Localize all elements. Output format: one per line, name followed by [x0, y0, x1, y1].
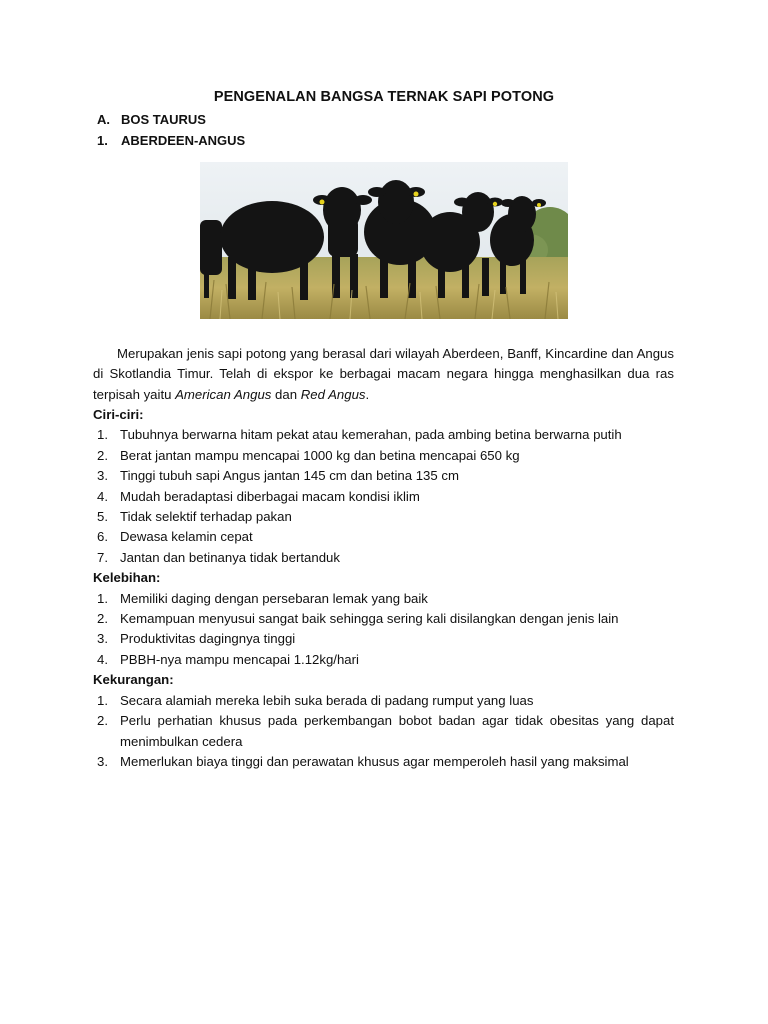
list-item — [93, 425, 674, 445]
ciri-section — [93, 405, 674, 772]
list-text: Berat jantan mampu mencapai 1000 kg dan betina mencapai 650 kg — [120, 447, 520, 463]
list-number: 3. — [97, 468, 108, 484]
list-number: 4. — [97, 488, 108, 504]
kekurangan-label: Kekurangan: — [93, 672, 174, 688]
list-item — [93, 629, 674, 649]
list-item — [93, 548, 674, 568]
list-text: Mudah beradaptasi diberbagai macam kondisi iklim — [120, 488, 420, 504]
list-text: Memerlukan biaya tinggi dan perawatan khusus agar memperoleh hasil yang maksimal — [120, 753, 629, 769]
list-number: 1. — [97, 590, 108, 606]
ciri-list — [93, 425, 674, 568]
section-heading — [97, 112, 206, 127]
list-item — [93, 609, 674, 629]
intro-italic-red-angus: Red Angus — [300, 386, 366, 402]
list-item — [93, 650, 674, 670]
breed-heading — [97, 133, 245, 148]
list-text: Kemampuan menyusui sangat baik sehingga sering kali disilangkan dengan jenis lain — [120, 611, 619, 627]
list-number: 3. — [97, 753, 108, 769]
intro-text: Merupakan jenis sapi potong yang berasal dari wilayah Aberdeen, Banff, Kincardine dan Angus di Skotlandia Timur. Telah di ekspor ke berbagai macam negara hingga menghasilkan dua ras terpisah yaitu — [93, 346, 674, 402]
kekurangan-list — [93, 691, 674, 773]
list-item — [93, 691, 674, 711]
list-number: 3. — [97, 631, 108, 647]
list-item — [93, 446, 674, 466]
list-text: Dewasa kelamin cepat — [120, 529, 253, 545]
list-item — [93, 466, 674, 486]
list-text: Secara alamiah mereka lebih suka berada di padang rumput yang luas — [120, 692, 534, 708]
breed-marker: 1. — [97, 133, 108, 148]
list-item — [93, 507, 674, 527]
angus-cattle-photo — [200, 162, 568, 319]
list-number: 5. — [97, 509, 108, 525]
list-item — [93, 487, 674, 507]
list-text: Tubuhnya berwarna hitam pekat atau kemerahan, pada ambing betina berwarna putih — [120, 427, 622, 443]
kelebihan-label: Kelebihan: — [93, 570, 161, 586]
ciri-label: Ciri-ciri: — [93, 407, 144, 422]
list-number: 7. — [97, 549, 108, 565]
list-number: 1. — [97, 692, 108, 708]
list-item — [93, 752, 674, 772]
kelebihan-list — [93, 589, 674, 671]
intro-paragraph — [93, 344, 674, 405]
list-text: Perlu perhatian khusus pada perkembangan bobot badan agar tidak obesitas yang dapat menimbulkan cedera — [120, 713, 674, 749]
list-text: Jantan dan betinanya tidak bertanduk — [120, 549, 340, 565]
section-label: BOS TAURUS — [121, 112, 206, 127]
intro-text-end: . — [365, 386, 370, 402]
list-number: 2. — [97, 611, 108, 627]
intro-text-middle: dan — [271, 386, 301, 402]
list-number: 2. — [97, 447, 108, 463]
list-item — [93, 589, 674, 609]
list-text: Tidak selektif terhadap pakan — [120, 509, 292, 525]
breed-label: ABERDEEN-ANGUS — [121, 133, 246, 148]
list-number: 2. — [97, 713, 108, 729]
list-text: Memiliki daging dengan persebaran lemak yang baik — [120, 590, 428, 606]
list-text: Produktivitas dagingnya tinggi — [120, 631, 296, 647]
list-item — [93, 527, 674, 547]
list-item — [93, 711, 674, 752]
list-number: 4. — [97, 651, 108, 667]
intro-italic-american-angus: American Angus — [175, 386, 272, 402]
list-number: 6. — [97, 529, 108, 545]
list-text: PBBH-nya mampu mencapai 1.12kg/hari — [120, 651, 359, 667]
page-title: PENGENALAN BANGSA TERNAK SAPI POTONG — [213, 89, 555, 105]
section-marker: A. — [97, 112, 110, 127]
list-text: Tinggi tubuh sapi Angus jantan 145 cm dan betina 135 cm — [120, 468, 459, 484]
list-number: 1. — [97, 427, 108, 443]
